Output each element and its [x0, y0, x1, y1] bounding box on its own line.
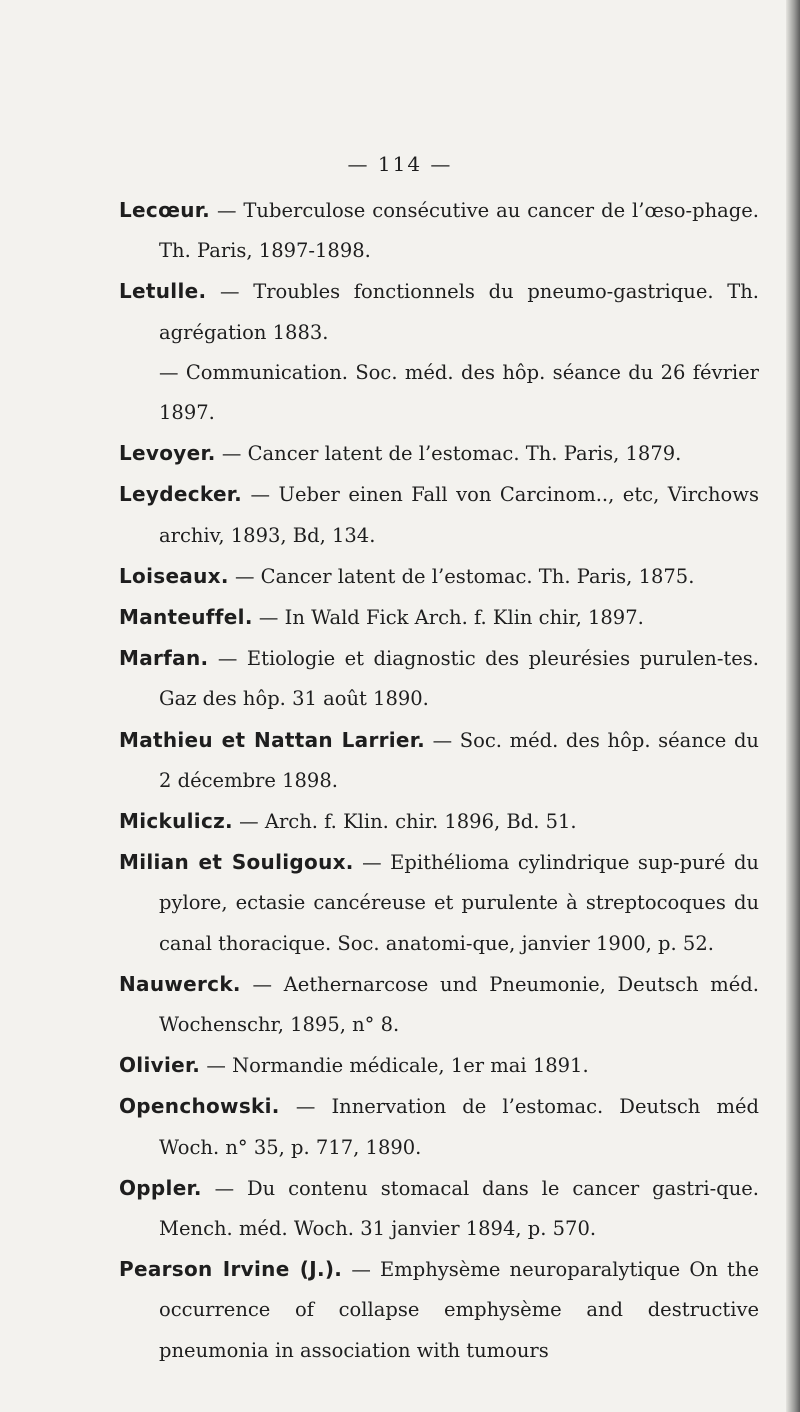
entry-author: Openchowski.	[119, 1094, 280, 1119]
page-number: — 114 —	[347, 152, 453, 176]
bibliography-entry-mathieu	[119, 720, 759, 801]
entry-text: — Soc. méd. des hôp. séance du 2 décembre 1898.	[159, 728, 759, 792]
entry-text: — Cancer latent de l’estomac. Th. Paris, 1875.	[228, 564, 695, 588]
entry-text: — Cancer latent de l’estomac. Th. Paris, 1879.	[215, 442, 682, 466]
bibliography-entry-openchowski	[119, 1086, 759, 1167]
bibliography-entry-marfan	[119, 638, 759, 719]
entry-text: — Communication. Soc. méd. des hôp. séance du 26 février 1897.	[159, 360, 759, 425]
bibliography-entry-lecoeur	[119, 190, 759, 271]
bibliography-entry-milian	[119, 842, 759, 964]
entry-author: Leydecker.	[119, 482, 243, 507]
entry-text: — Du contenu stomacal dans le cancer gastri-que. Mench. méd. Woch. 31 janvier 1894, p. 570.	[159, 1176, 759, 1241]
bibliography-entry-loiseaux	[119, 556, 759, 597]
entry-text: — Arch. f. Klin. chir. 1896, Bd. 51.	[232, 810, 577, 834]
bibliography-entry-nauwerck	[119, 964, 759, 1045]
entry-text: — Troubles fonctionnels du pneumo-gastrique. Th. agrégation 1883.	[159, 280, 759, 344]
entry-author: Levoyer.	[119, 441, 216, 466]
entry-author: Loiseaux.	[119, 563, 229, 588]
bibliography-entry-olivier	[119, 1045, 759, 1086]
entry-author: Mathieu et Nattan Larrier.	[119, 727, 426, 752]
entry-author: Letulle.	[119, 279, 207, 304]
entry-text: — Aethernarcose und Pneumonie, Deutsch méd. Wochenschr, 1895, n° 8.	[159, 972, 759, 1037]
entry-author: Oppler.	[119, 1175, 202, 1200]
entry-author: Marfan.	[119, 646, 209, 671]
entry-text: — In Wald Fick Arch. f. Klin chir, 1897.	[252, 606, 644, 630]
entry-author: Milian et Souligoux.	[119, 850, 354, 875]
entry-author: Olivier.	[119, 1053, 201, 1078]
bibliography-entry-leydecker	[119, 474, 759, 555]
bibliography-entry-manteuffel	[119, 597, 759, 638]
entry-text: — Etiologie et diagnostic des pleurésies purulen-tes. Gaz des hôp. 31 août 1890.	[159, 647, 759, 711]
bibliography-entry-oppler	[119, 1168, 759, 1249]
entry-text: — Innervation de l’estomac. Deutsch méd Woch. n° 35, p. 717, 1890.	[159, 1095, 759, 1159]
bibliography-list	[119, 190, 759, 1371]
page-edge-shadow	[786, 0, 800, 1412]
bibliography-entry-pearson	[119, 1249, 759, 1371]
entry-text: — Normandie médicale, 1er mai 1891.	[200, 1054, 589, 1078]
bibliography-entry-levoyer	[119, 433, 759, 474]
entry-text: — Ueber einen Fall von Carcinom.., etc, Virchows archiv, 1893, Bd, 134.	[159, 483, 759, 547]
entry-author: Pearson Irvine (J.).	[119, 1257, 343, 1282]
entry-text: — Epithélioma cylindrique sup-puré du pylore, ectasie cancéreuse et purulente à streptocoques du canal thoracique. Soc. anatomi-que, janvier 1900, p. 52.	[159, 851, 759, 955]
bibliography-entry-mickulicz	[119, 801, 759, 842]
entry-author: Manteuffel.	[119, 605, 253, 630]
entry-author: Nauwerck.	[119, 971, 241, 996]
entry-author: Mickulicz.	[119, 809, 233, 834]
bibliography-entry-letulle-communication	[119, 353, 759, 433]
entry-text: — Tuberculose consécutive au cancer de l’œso-phage. Th. Paris, 1897-1898.	[159, 199, 759, 263]
bibliography-entry-letulle	[119, 271, 759, 352]
entry-author: Lecœur.	[119, 198, 210, 222]
entry-text: — Emphysème neuroparalytique On the occurrence of collapse emphysème and destructive pneumonia in association with tumours	[159, 1258, 759, 1362]
